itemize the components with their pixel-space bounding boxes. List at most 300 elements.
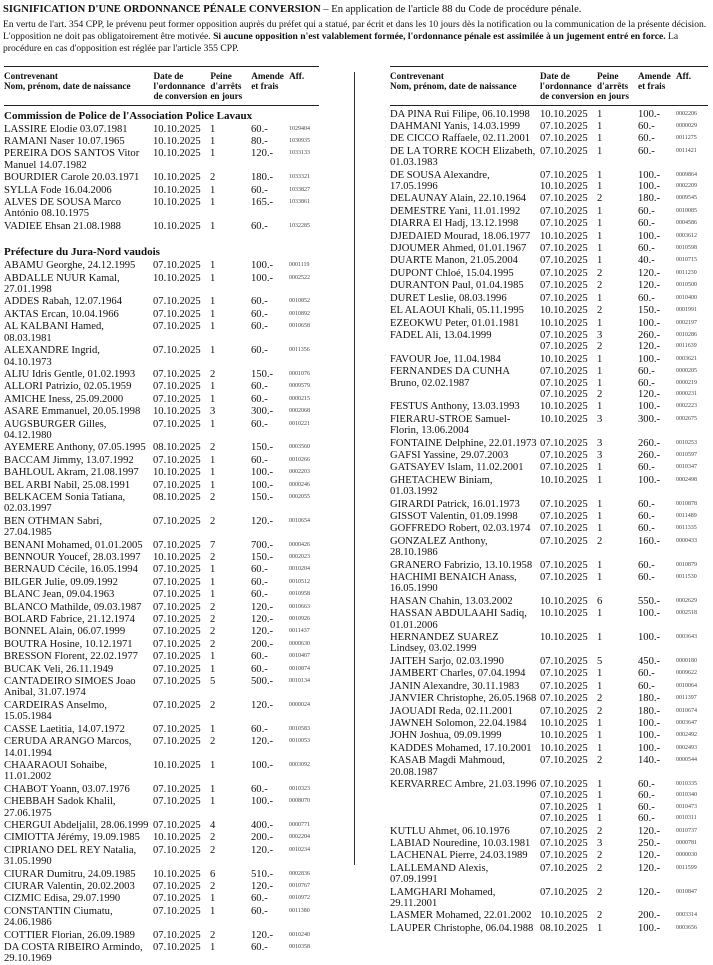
ordonnance-date: 07.10.2025 — [153, 589, 201, 601]
peine-jours: 1 — [210, 321, 216, 333]
amende-frais: 300.- — [638, 413, 661, 425]
peine-jours: 1 — [597, 668, 603, 680]
ordonnance-date: 10.10.2025 — [540, 353, 588, 365]
affaire-number: 1033827 — [289, 186, 310, 193]
peine-jours: 1 — [597, 523, 603, 535]
affaire-number: 0010737 — [676, 827, 697, 834]
ordonnance-entry — [153, 651, 319, 662]
table-row — [390, 632, 708, 655]
affaire-number: 0001119 — [289, 262, 310, 269]
contrevenant-name: KASAB Magdi Mahmoud, 20.08.1987 — [390, 755, 506, 778]
contrevenant-name: ADDES Rabah, 12.07.1964 — [4, 296, 122, 308]
ordonnance-date: 07.10.2025 — [540, 145, 588, 157]
peine-jours: 2 — [597, 193, 603, 205]
amende-frais: 100.- — [638, 474, 661, 486]
peine-jours: 1 — [597, 474, 603, 486]
peine-jours: 1 — [210, 723, 216, 735]
affaire-number: 0002068 — [289, 408, 310, 415]
ordonnance-date: 07.10.2025 — [540, 886, 588, 898]
ordonnance-date: 07.10.2025 — [153, 736, 201, 748]
table-row — [4, 260, 319, 271]
ordonnance-date: 07.10.2025 — [540, 668, 588, 680]
ordonnance-date: 08.10.2025 — [153, 442, 201, 454]
ordonnance-entry — [540, 318, 706, 329]
table-row — [390, 511, 708, 522]
ordonnance-date: 07.10.2025 — [540, 133, 588, 145]
table-row — [4, 893, 319, 904]
ordonnance-date: 07.10.2025 — [540, 462, 588, 474]
ordonnance-entry — [153, 639, 319, 650]
affaire-number: 0000219 — [676, 379, 697, 386]
table-row — [390, 475, 708, 498]
table-row — [4, 760, 319, 783]
table-row — [390, 718, 708, 729]
contrevenant-name: BOLARD Fabrice, 21.12.1974 — [4, 614, 135, 626]
ordonnance-entry — [540, 718, 706, 729]
ordonnance-entries — [540, 146, 706, 169]
amende-frais: 60.- — [251, 345, 268, 357]
ordonnance-entries — [153, 260, 319, 271]
contrevenant-name: DJOUMER Ahmed, 01.01.1967 — [390, 243, 527, 255]
ordonnance-date: 07.10.2025 — [153, 626, 201, 638]
document-header — [3, 3, 709, 56]
section-title: Commission de Police de l'Association Police Lavaux — [4, 109, 253, 122]
ordonnance-entries — [153, 784, 319, 795]
table-row — [4, 614, 319, 625]
ordonnance-entries — [153, 467, 319, 478]
affaire-number: 0010347 — [676, 464, 697, 471]
contrevenant-name: ABAMU Georghe, 24.12.1995 — [4, 260, 136, 272]
amende-frais: 80.- — [251, 136, 268, 148]
ordonnance-entry — [153, 516, 319, 527]
contrevenant-name: LASSIRE Elodie 03.07.1981 — [4, 123, 128, 135]
peine-jours: 1 — [210, 296, 216, 308]
peine-jours: 1 — [597, 813, 603, 825]
amende-frais: 120.- — [251, 844, 274, 856]
header-amende-line2: et frais — [638, 81, 666, 92]
peine-jours: 1 — [597, 205, 603, 217]
peine-jours: 1 — [597, 169, 603, 181]
header-peine-line1: Peine — [597, 71, 619, 81]
contrevenant-name: KERVARREC Ambre, 21.03.1996 — [390, 778, 537, 790]
amende-frais: 120.- — [638, 341, 661, 353]
table-row — [390, 706, 708, 717]
table-row — [4, 148, 319, 171]
ordonnance-date: 10.10.2025 — [153, 759, 201, 771]
peine-jours: 2 — [210, 880, 216, 892]
ordonnance-entries — [540, 414, 706, 437]
contrevenant-name: DEMESTRE Yani, 11.01.1992 — [390, 205, 521, 217]
peine-jours: 1 — [597, 230, 603, 242]
ordonnance-entry — [153, 221, 319, 232]
ordonnance-entry — [540, 170, 706, 181]
ordonnance-entry — [153, 136, 319, 147]
ordonnance-entries — [540, 231, 706, 242]
ordonnance-entries — [153, 394, 319, 405]
ordonnance-entries — [153, 614, 319, 625]
ordonnance-entries — [540, 193, 706, 204]
ordonnance-entry — [540, 243, 706, 254]
contrevenant-name: RAMANI Naser 10.07.1965 — [4, 136, 125, 148]
ordonnance-entry — [153, 172, 319, 183]
ordonnance-date: 07.10.2025 — [540, 825, 588, 837]
table-row — [4, 832, 319, 843]
header-date-line3: de conversion — [540, 91, 594, 102]
intro-text-bold: Si aucune opposition n'est valablement formée, l'ordonnance pénale est assimilée à un jugement entré en force. — [213, 31, 666, 43]
peine-jours: 2 — [597, 535, 603, 547]
table-row — [390, 523, 708, 534]
ordonnance-entries — [153, 676, 319, 699]
ordonnance-date: 10.10.2025 — [153, 172, 201, 184]
ordonnance-date: 07.10.2025 — [540, 705, 588, 717]
affaire-number: 0010253 — [676, 439, 697, 446]
affaire-number: 0002629 — [676, 597, 697, 604]
amende-frais: 100.- — [638, 230, 661, 242]
affaire-number: 0002206 — [676, 110, 697, 117]
amende-frais: 60.- — [638, 366, 655, 378]
peine-jours: 1 — [597, 717, 603, 729]
ordonnance-date: 07.10.2025 — [540, 790, 588, 802]
ordonnance-entry — [153, 442, 319, 453]
ordonnance-entries — [153, 492, 319, 515]
amende-frais: 100.- — [638, 353, 661, 365]
contrevenant-name: DUARTE Manon, 21.05.2004 — [390, 255, 518, 267]
ordonnance-date: 10.10.2025 — [540, 742, 588, 754]
ordonnance-entries — [540, 523, 706, 534]
ordonnance-date: 07.10.2025 — [540, 572, 588, 584]
contrevenant-name: CANTADEIRO SIMOES Joao Anibal, 31.07.1974 — [4, 676, 136, 699]
affaire-number: 1033861 — [289, 199, 310, 206]
contrevenant-name: HASAN Chahin, 13.03.2002 — [390, 595, 513, 607]
ordonnance-date: 07.10.2025 — [540, 341, 588, 353]
contrevenant-name: LASMER Mohamed, 22.01.2002 — [390, 910, 532, 922]
table-row — [4, 185, 319, 196]
amende-frais: 60.- — [638, 292, 655, 304]
amende-frais: 120.- — [638, 886, 661, 898]
contrevenant-name: SYLLA Fode 16.04.2006 — [4, 184, 112, 196]
amende-frais: 150.- — [251, 552, 274, 564]
table-row — [4, 552, 319, 563]
ordonnance-date: 07.10.2025 — [153, 576, 201, 588]
header-contrevenant-line1: Contrevenant — [390, 71, 444, 81]
affaire-number: 0000630 — [289, 640, 310, 647]
table-header — [4, 66, 319, 106]
ordonnance-entries — [540, 863, 706, 886]
affaire-number: 0000246 — [289, 481, 310, 488]
ordonnance-entries — [153, 796, 319, 819]
contrevenant-name: BLANCO Mathilde, 09.03.1987 — [4, 601, 142, 613]
peine-jours: 2 — [597, 388, 603, 400]
ordonnance-entry — [540, 572, 706, 583]
table-row — [4, 906, 319, 929]
peine-jours: 1 — [210, 576, 216, 588]
ordonnance-entry — [540, 790, 706, 801]
table-row — [4, 124, 319, 135]
affaire-number: 0003643 — [676, 634, 697, 641]
ordonnance-date: 10.10.2025 — [540, 730, 588, 742]
ordonnance-date: 07.10.2025 — [540, 267, 588, 279]
table-row — [4, 664, 319, 675]
ordonnance-entry — [540, 536, 706, 547]
header-contrevenant-line2: Nom, prénom, date de naissance — [390, 81, 517, 92]
peine-jours: 2 — [597, 693, 603, 705]
contrevenant-name: GISSOT Valentin, 01.09.1998 — [390, 511, 518, 523]
peine-jours: 1 — [597, 218, 603, 230]
ordonnance-entries — [540, 401, 706, 412]
peine-jours: 2 — [597, 862, 603, 874]
ordonnance-date: 07.10.2025 — [540, 437, 588, 449]
affaire-number: 0010221 — [289, 420, 310, 427]
ordonnance-date: 10.10.2025 — [540, 474, 588, 486]
ordonnance-entries — [153, 419, 319, 442]
header-peine-line1: Peine — [210, 71, 232, 81]
document-title: SIGNIFICATION D'UNE ORDONNANCE PÉNALE CONVERSION — [3, 4, 321, 15]
ordonnance-date: 10.10.2025 — [540, 608, 588, 620]
peine-jours: 1 — [597, 366, 603, 378]
ordonnance-date: 10.10.2025 — [540, 401, 588, 413]
table-row — [4, 172, 319, 183]
amende-frais: 120.- — [638, 862, 661, 874]
peine-jours: 2 — [210, 699, 216, 711]
ordonnance-date: 07.10.2025 — [540, 655, 588, 667]
affaire-number: 0000231 — [676, 390, 697, 397]
affaire-number: 0000544 — [676, 757, 697, 764]
table-row — [4, 381, 319, 392]
ordonnance-entry — [540, 730, 706, 741]
table-row — [4, 577, 319, 588]
right-column — [390, 66, 708, 934]
ordonnance-entries — [153, 930, 319, 941]
amende-frais: 120.- — [251, 736, 274, 748]
affaire-number: 0010064 — [676, 682, 697, 689]
ordonnance-entry — [153, 260, 319, 271]
contrevenant-name: CHABOT Yoann, 03.07.1976 — [4, 783, 130, 795]
peine-jours: 1 — [597, 790, 603, 802]
ordonnance-entry — [540, 632, 706, 643]
ordonnance-entries — [540, 826, 706, 837]
contrevenant-name: CIZMIC Edisa, 29.07.1990 — [4, 893, 121, 905]
peine-jours: 2 — [210, 601, 216, 613]
amende-frais: 100.- — [638, 922, 661, 934]
ordonnance-date: 07.10.2025 — [153, 345, 201, 357]
ordonnance-date: 07.10.2025 — [153, 819, 201, 831]
amende-frais: 120.- — [251, 880, 274, 892]
amende-frais: 450.- — [638, 655, 661, 667]
table-row — [4, 273, 319, 296]
ordonnance-date: 10.10.2025 — [153, 868, 201, 880]
ordonnance-entries — [153, 736, 319, 759]
ordonnance-date: 07.10.2025 — [153, 893, 201, 905]
ordonnance-date: 07.10.2025 — [540, 680, 588, 692]
amende-frais: 120.- — [251, 601, 274, 613]
affaire-number: 0003621 — [676, 355, 697, 362]
affaire-number: 0010658 — [289, 323, 310, 330]
ordonnance-entries — [540, 170, 706, 193]
peine-jours: 1 — [597, 108, 603, 120]
ordonnance-entry — [540, 389, 706, 400]
affaire-number: 0010500 — [676, 282, 697, 289]
contrevenant-name: BEN OTHMAN Sabri, 27.04.1985 — [4, 515, 102, 539]
ordonnance-entries — [153, 820, 319, 831]
amende-frais: 60.- — [638, 133, 655, 145]
ordonnance-entry — [153, 394, 319, 405]
peine-jours: 1 — [597, 255, 603, 267]
ordonnance-entries — [153, 906, 319, 929]
amende-frais: 100.- — [638, 608, 661, 620]
ordonnance-entries — [153, 148, 319, 171]
affaire-number: 0010674 — [676, 707, 697, 714]
ordonnance-entry — [540, 923, 706, 934]
amende-frais: 100.- — [251, 467, 274, 479]
peine-jours: 1 — [597, 632, 603, 644]
ordonnance-entry — [153, 676, 319, 687]
table-row — [4, 676, 319, 699]
table-row — [390, 280, 708, 291]
header-date-line1: Date de — [153, 71, 184, 81]
ordonnance-date: 07.10.2025 — [153, 515, 201, 527]
affaire-number: 0002492 — [676, 732, 697, 739]
amende-frais: 120.- — [638, 850, 661, 862]
amende-frais: 100.- — [251, 796, 274, 808]
contrevenant-name: GAFSI Yassine, 29.07.2003 — [390, 449, 509, 461]
amende-frais: 60.- — [251, 564, 268, 576]
ordonnance-entry — [153, 784, 319, 795]
table-row — [390, 560, 708, 571]
table-row — [390, 255, 708, 266]
header-amende-line1: Amende — [638, 71, 671, 81]
table-row — [390, 330, 708, 353]
ordonnance-entry — [153, 832, 319, 843]
affaire-number: 0010583 — [289, 725, 310, 732]
table-row — [390, 401, 708, 412]
amende-frais: 150.- — [251, 442, 274, 454]
ordonnance-entry — [153, 552, 319, 563]
table-row — [4, 394, 319, 405]
affaire-number: 0010240 — [289, 931, 310, 938]
amende-frais: 500.- — [251, 676, 274, 688]
contrevenant-name: CERUDA ARANGO Marcos, 14.01.1994 — [4, 736, 132, 759]
affaire-number: 0010286 — [676, 331, 697, 338]
contrevenant-name: BELKACEM Sonia Tatiana, 02.03.1997 — [4, 491, 126, 515]
amende-frais: 100.- — [638, 108, 661, 120]
affaire-number: 0011397 — [676, 695, 697, 702]
ordonnance-entry — [540, 779, 706, 790]
amende-frais: 60.- — [251, 783, 268, 795]
contrevenant-name: DUPONT Chloé, 15.04.1995 — [390, 267, 514, 279]
amende-frais: 150.- — [638, 305, 661, 317]
affaire-number: 0000205 — [676, 368, 697, 375]
ordonnance-entry — [153, 124, 319, 135]
peine-jours: 1 — [210, 783, 216, 795]
ordonnance-date: 07.10.2025 — [153, 796, 201, 808]
ordonnance-entry — [540, 499, 706, 510]
peine-jours: 3 — [597, 329, 603, 341]
peine-jours: 1 — [210, 260, 216, 272]
ordonnance-date: 10.10.2025 — [540, 230, 588, 242]
peine-jours: 2 — [597, 825, 603, 837]
amende-frais: 200.- — [251, 832, 274, 844]
header-amende-line2: et frais — [251, 81, 279, 92]
contrevenant-name: FESTUS Anthony, 13.03.1993 — [390, 401, 520, 413]
ordonnance-entry — [540, 293, 706, 304]
ordonnance-entries — [153, 455, 319, 466]
table-row — [390, 438, 708, 449]
ordonnance-date: 10.10.2025 — [540, 317, 588, 329]
amende-frais: 60.- — [638, 145, 655, 157]
ordonnance-date: 07.10.2025 — [153, 699, 201, 711]
header-amende — [251, 71, 289, 102]
peine-jours: 2 — [210, 552, 216, 564]
table-row — [390, 863, 708, 886]
table-row — [4, 796, 319, 819]
ordonnance-entry — [153, 345, 319, 356]
affaire-number: 1033321 — [289, 174, 310, 181]
affaire-number: 0000029 — [676, 123, 697, 130]
table-row — [390, 572, 708, 595]
ordonnance-entry — [540, 193, 706, 204]
ordonnance-entries — [540, 475, 706, 498]
table-row — [390, 243, 708, 254]
contrevenant-name: CHAARAOUI Sohaibe, 11.01.2002 — [4, 759, 107, 783]
affaire-number: 1029404 — [289, 125, 310, 132]
table-row — [4, 516, 319, 539]
ordonnance-entries — [540, 305, 706, 316]
ordonnance-entry — [540, 560, 706, 571]
affaire-number: 0011599 — [676, 864, 697, 871]
affaire-number: 0003560 — [289, 444, 310, 451]
table-row — [4, 309, 319, 320]
ordonnance-entry — [540, 255, 706, 266]
ordonnance-date: 10.10.2025 — [540, 632, 588, 644]
ordonnance-date: 10.10.2025 — [153, 220, 201, 232]
peine-jours: 1 — [210, 308, 216, 320]
ordonnance-entry — [153, 893, 319, 904]
affaire-number: 0002498 — [676, 476, 697, 483]
table-row — [4, 564, 319, 575]
contrevenant-name: HASSAN ABDULAAHI Sadiq, 01.01.2006 — [390, 608, 527, 631]
ordonnance-entry — [540, 802, 706, 813]
ordonnance-entry — [540, 668, 706, 679]
ordonnance-entry — [153, 602, 319, 613]
amende-frais: 120.- — [251, 515, 274, 527]
ordonnance-entry — [153, 820, 319, 831]
amende-frais: 120.- — [251, 699, 274, 711]
peine-jours: 1 — [597, 292, 603, 304]
ordonnance-date: 07.10.2025 — [540, 511, 588, 523]
ordonnance-entry — [153, 942, 319, 953]
header-peine-line2: d'arrêts — [210, 81, 242, 92]
ordonnance-entry — [540, 366, 706, 377]
ordonnance-entry — [153, 845, 319, 856]
ordonnance-entry — [540, 462, 706, 473]
ordonnance-entries — [540, 730, 706, 741]
ordonnance-date: 07.10.2025 — [153, 381, 201, 393]
ordonnance-entry — [540, 475, 706, 486]
header-date-line3: de conversion — [153, 91, 208, 102]
contrevenant-name: LAMGHARI Mohamed, 29.11.2001 — [390, 886, 496, 910]
amende-frais: 60.- — [251, 663, 268, 675]
ordonnance-date: 10.10.2025 — [540, 305, 588, 317]
contrevenant-name: KUTLU Ahmet, 06.10.1976 — [390, 825, 510, 837]
contrevenant-name: CASSE Laetitia, 14.07.1972 — [4, 723, 125, 735]
affaire-number: 0009622 — [676, 670, 697, 677]
table-row — [4, 820, 319, 831]
contrevenant-name: ABDALLE NUUR Kamal, 27.01.1998 — [4, 272, 120, 296]
peine-jours: 1 — [210, 393, 216, 405]
amende-frais: 700.- — [251, 539, 274, 551]
affaire-number: 0000180 — [676, 657, 697, 664]
ordonnance-date: 07.10.2025 — [540, 813, 588, 825]
